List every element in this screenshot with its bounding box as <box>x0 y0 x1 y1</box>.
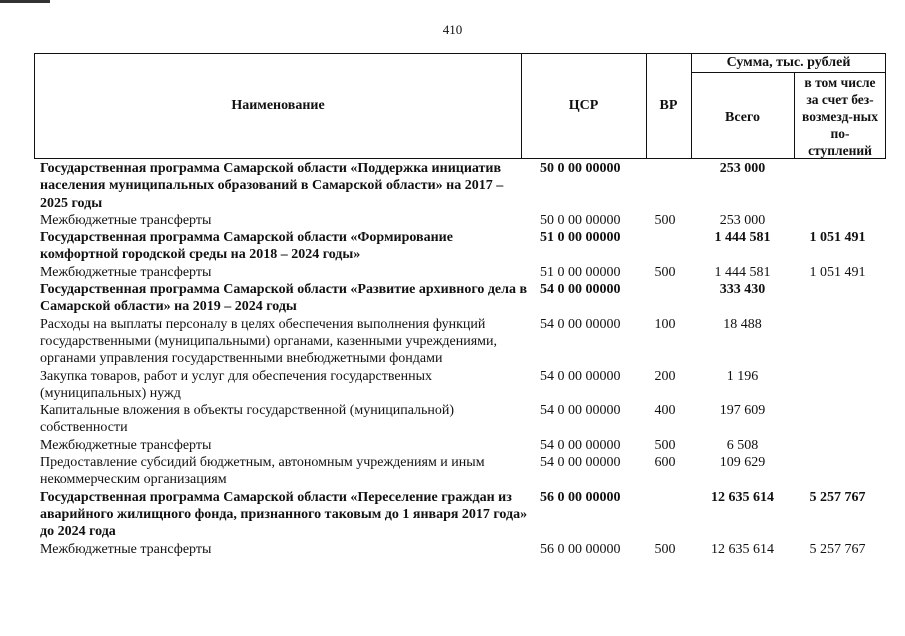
header-total: Всего <box>725 110 760 125</box>
header-divider <box>691 72 886 73</box>
row-free: 1 051 491 <box>809 230 866 246</box>
row-csr: 56 0 00 00000 <box>540 489 621 505</box>
row-csr: 54 0 00 00000 <box>540 403 621 419</box>
row-total: 18 488 <box>723 316 762 332</box>
row-free: 5 257 767 <box>809 541 866 557</box>
row-csr: 54 0 00 00000 <box>540 368 621 384</box>
row-total: 253 000 <box>719 161 766 176</box>
row-total: 12 635 614 <box>711 489 774 505</box>
row-name: Капитальные вложения в объекты государственной (муниципальной) собственности <box>40 403 455 436</box>
header-csr: ЦСР <box>568 98 599 113</box>
row-total: 1 444 581 <box>714 264 771 280</box>
row-total: 253 000 <box>719 212 766 228</box>
row-csr: 54 0 00 00000 <box>540 316 621 332</box>
page-number: 410 <box>442 22 463 37</box>
scan-edge-mark <box>0 0 50 3</box>
row-total: 1 196 <box>726 368 759 384</box>
row-name: Государственная программа Самарской области «Переселение граждан из аварийного жилищного фонда, признанного таковым до 1 января 2017 года» до 2024 года <box>40 489 528 540</box>
row-total: 333 430 <box>719 282 766 298</box>
row-vr: 100 <box>654 316 676 332</box>
table-row <box>40 402 880 437</box>
row-name: Закупка товаров, работ и услуг для обеспечения государственных (муниципальных) нужд <box>40 368 433 401</box>
row-vr: 500 <box>654 541 676 557</box>
row-vr: 200 <box>654 368 676 384</box>
row-csr: 51 0 00 00000 <box>540 230 621 246</box>
row-free: 5 257 767 <box>809 489 866 505</box>
row-name: Расходы на выплаты персоналу в целях обеспечения выполнения функций государственными (муниципальными) органами, казенными учреждениями, органами управления государственными внебюджетными фондами <box>40 316 497 367</box>
row-csr: 56 0 00 00000 <box>540 541 621 557</box>
row-free: 1 051 491 <box>809 264 866 280</box>
row-csr: 50 0 00 00000 <box>540 161 621 176</box>
table-row <box>40 368 880 403</box>
header-sum: Сумма, тыс. рублей <box>726 55 851 70</box>
row-vr: 600 <box>654 455 676 471</box>
row-total: 12 635 614 <box>711 541 774 557</box>
header-name: Наименование <box>231 98 325 113</box>
row-name: Государственная программа Самарской области «Формирование комфортной городской среды на 2018 – 2024 годы» <box>40 230 453 263</box>
row-name: Государственная программа Самарской области «Развитие архивного дела в Самарской области» на 2019 – 2024 годы <box>40 282 528 315</box>
table-row <box>40 212 880 229</box>
table-header <box>34 53 886 159</box>
row-vr: 500 <box>654 437 676 453</box>
row-vr: 500 <box>654 212 676 228</box>
row-total: 6 508 <box>726 437 759 453</box>
row-csr: 51 0 00 00000 <box>540 264 621 280</box>
table-row <box>40 229 880 264</box>
table-row <box>40 437 880 454</box>
row-name: Предоставление субсидий бюджетным, автономным учреждениям и иным некоммерческим организациям <box>40 455 485 488</box>
row-vr: 500 <box>654 264 676 280</box>
header-vr: ВР <box>659 98 678 113</box>
table-row <box>40 264 880 281</box>
row-total: 109 629 <box>719 455 766 471</box>
row-csr: 50 0 00 00000 <box>540 212 621 228</box>
row-csr: 54 0 00 00000 <box>540 455 621 471</box>
table-row <box>40 316 880 368</box>
row-name: Межбюджетные трансферты <box>40 541 212 557</box>
row-name: Межбюджетные трансферты <box>40 264 212 280</box>
table-row <box>40 541 880 558</box>
table-body <box>40 160 880 558</box>
row-total: 197 609 <box>719 403 766 419</box>
row-csr: 54 0 00 00000 <box>540 282 621 298</box>
table-row <box>40 454 880 489</box>
row-vr: 400 <box>654 403 676 419</box>
table-row <box>40 281 880 316</box>
row-name: Межбюджетные трансферты <box>40 437 212 453</box>
header-divider <box>794 72 795 158</box>
row-total: 1 444 581 <box>714 230 771 246</box>
table-row <box>40 489 880 541</box>
header-free: в том числе за счет без-возмезд-ных по-ступлений <box>802 75 878 158</box>
row-name: Межбюджетные трансферты <box>40 212 212 228</box>
table-row <box>40 160 880 212</box>
row-csr: 54 0 00 00000 <box>540 437 621 453</box>
row-name: Государственная программа Самарской области «Поддержка инициатив населения муниципальных образований в Самарской области» на 2017 – 2025 годы <box>40 161 504 211</box>
